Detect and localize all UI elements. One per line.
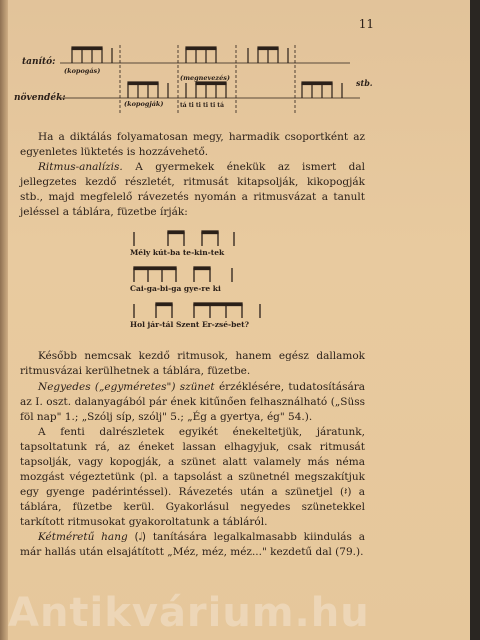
score-drawing <box>0 40 470 122</box>
paragraph-3 <box>20 349 365 379</box>
paragraph-2-title: Ritmus-analízis. <box>38 161 123 173</box>
solfege-syllables: tá ti ti ti ti tá <box>180 102 224 109</box>
paragraph-6-title: Kétméretű hang <box>38 531 128 543</box>
paragraph-4 <box>20 380 365 425</box>
paragraph-6 <box>20 530 365 560</box>
rhythm-notation-2 <box>130 264 310 284</box>
annotation-kopogjak: (kopogják) <box>124 100 164 108</box>
paragraph-4-title: Negyedes („egyméretes") szünet <box>38 381 215 393</box>
rhythm-examples <box>130 228 310 338</box>
music-score <box>0 40 470 122</box>
watermark: Antikvárium.hu <box>8 590 370 636</box>
label-pupils: növendék: <box>14 93 66 103</box>
annotation-etc: stb. <box>356 78 373 88</box>
rhythm-text-1: Mély kút-ba te-kin-tek <box>130 248 225 257</box>
paragraph-1-text: Ha a diktálás folyamatosan megy, harmadik csoportként az egyenletes lüktetés is hozzávehető. <box>20 131 365 158</box>
paragraph-4-text: érzéklésére, tudatosítására az I. oszt. dalanyagából pár ének kitűnően felhasználható („Süss föl nap" 1.; „Szólj síp, szólj" 5.; „Ég a gyertya, ég" 54.). <box>20 381 366 423</box>
paragraph-6-text: tanítására legalkalmasabb kiindulás a már hallás után elsajátított „Méz, méz, méz..." kezdetű dal (79.). <box>20 531 365 558</box>
annotation-kopogas: (kopogás) <box>64 67 101 75</box>
rhythm-notation-1 <box>130 228 310 248</box>
paragraph-3-text: Később nemcsak kezdő ritmusok, hanem egész dallamok ritmusvázai kerülhetnek a táblára, füzetbe. <box>20 350 365 377</box>
half-note-symbol: (𝅗𝅥) <box>134 531 147 543</box>
paragraph-2-text: A gyermekek énekük az ismert dal jellegzetes kezdő részletét, ritmusát kitapsolják, kikopogják stb., majd megfelelő rávezetés nyomán a ritmusvázat a tanult jeléssel a táblára, füzetbe írják: <box>20 161 365 218</box>
page-number: 11 <box>358 17 374 31</box>
paragraph-2 <box>20 160 365 220</box>
rhythm-text-3: Hol jár-tál Szent Er-zsé-bet? <box>130 320 249 329</box>
rest-symbol: 𝄽 <box>344 486 348 498</box>
paragraph-5 <box>20 425 365 530</box>
paragraph-5-text: A fenti dalrészletek egyikét énekeltetjük, járatunk, tapsoltatunk rá, az éneket lassan elhagyjuk, csak ritmusát tapsolják, vagy kopogják, a szünet alatt valamely más néma mozgást végeztetünk (pl. a tapsolást a szünetnél megszakítjuk egy gyenge padérintéssel). Rávezetés után a szünetjel ( <box>20 426 365 498</box>
rhythm-line-1 <box>130 228 310 258</box>
rhythm-line-2 <box>130 264 310 294</box>
rhythm-notation-3 <box>130 300 310 320</box>
rhythm-line-3 <box>130 300 310 330</box>
paragraph-5-end: ) a táblára, füzetbe kerül. Gyakorlásul negyedes szünetekkel tarkított ritmusokat gyakoroltatunk a tábláról. <box>20 486 365 528</box>
label-teacher: tanító: <box>22 57 56 67</box>
rhythm-text-2: Cai-ga-bi-ga gye-re ki <box>130 284 221 293</box>
annotation-megnevezes: (megnevezés) <box>180 74 230 82</box>
paragraph-1 <box>20 130 365 160</box>
